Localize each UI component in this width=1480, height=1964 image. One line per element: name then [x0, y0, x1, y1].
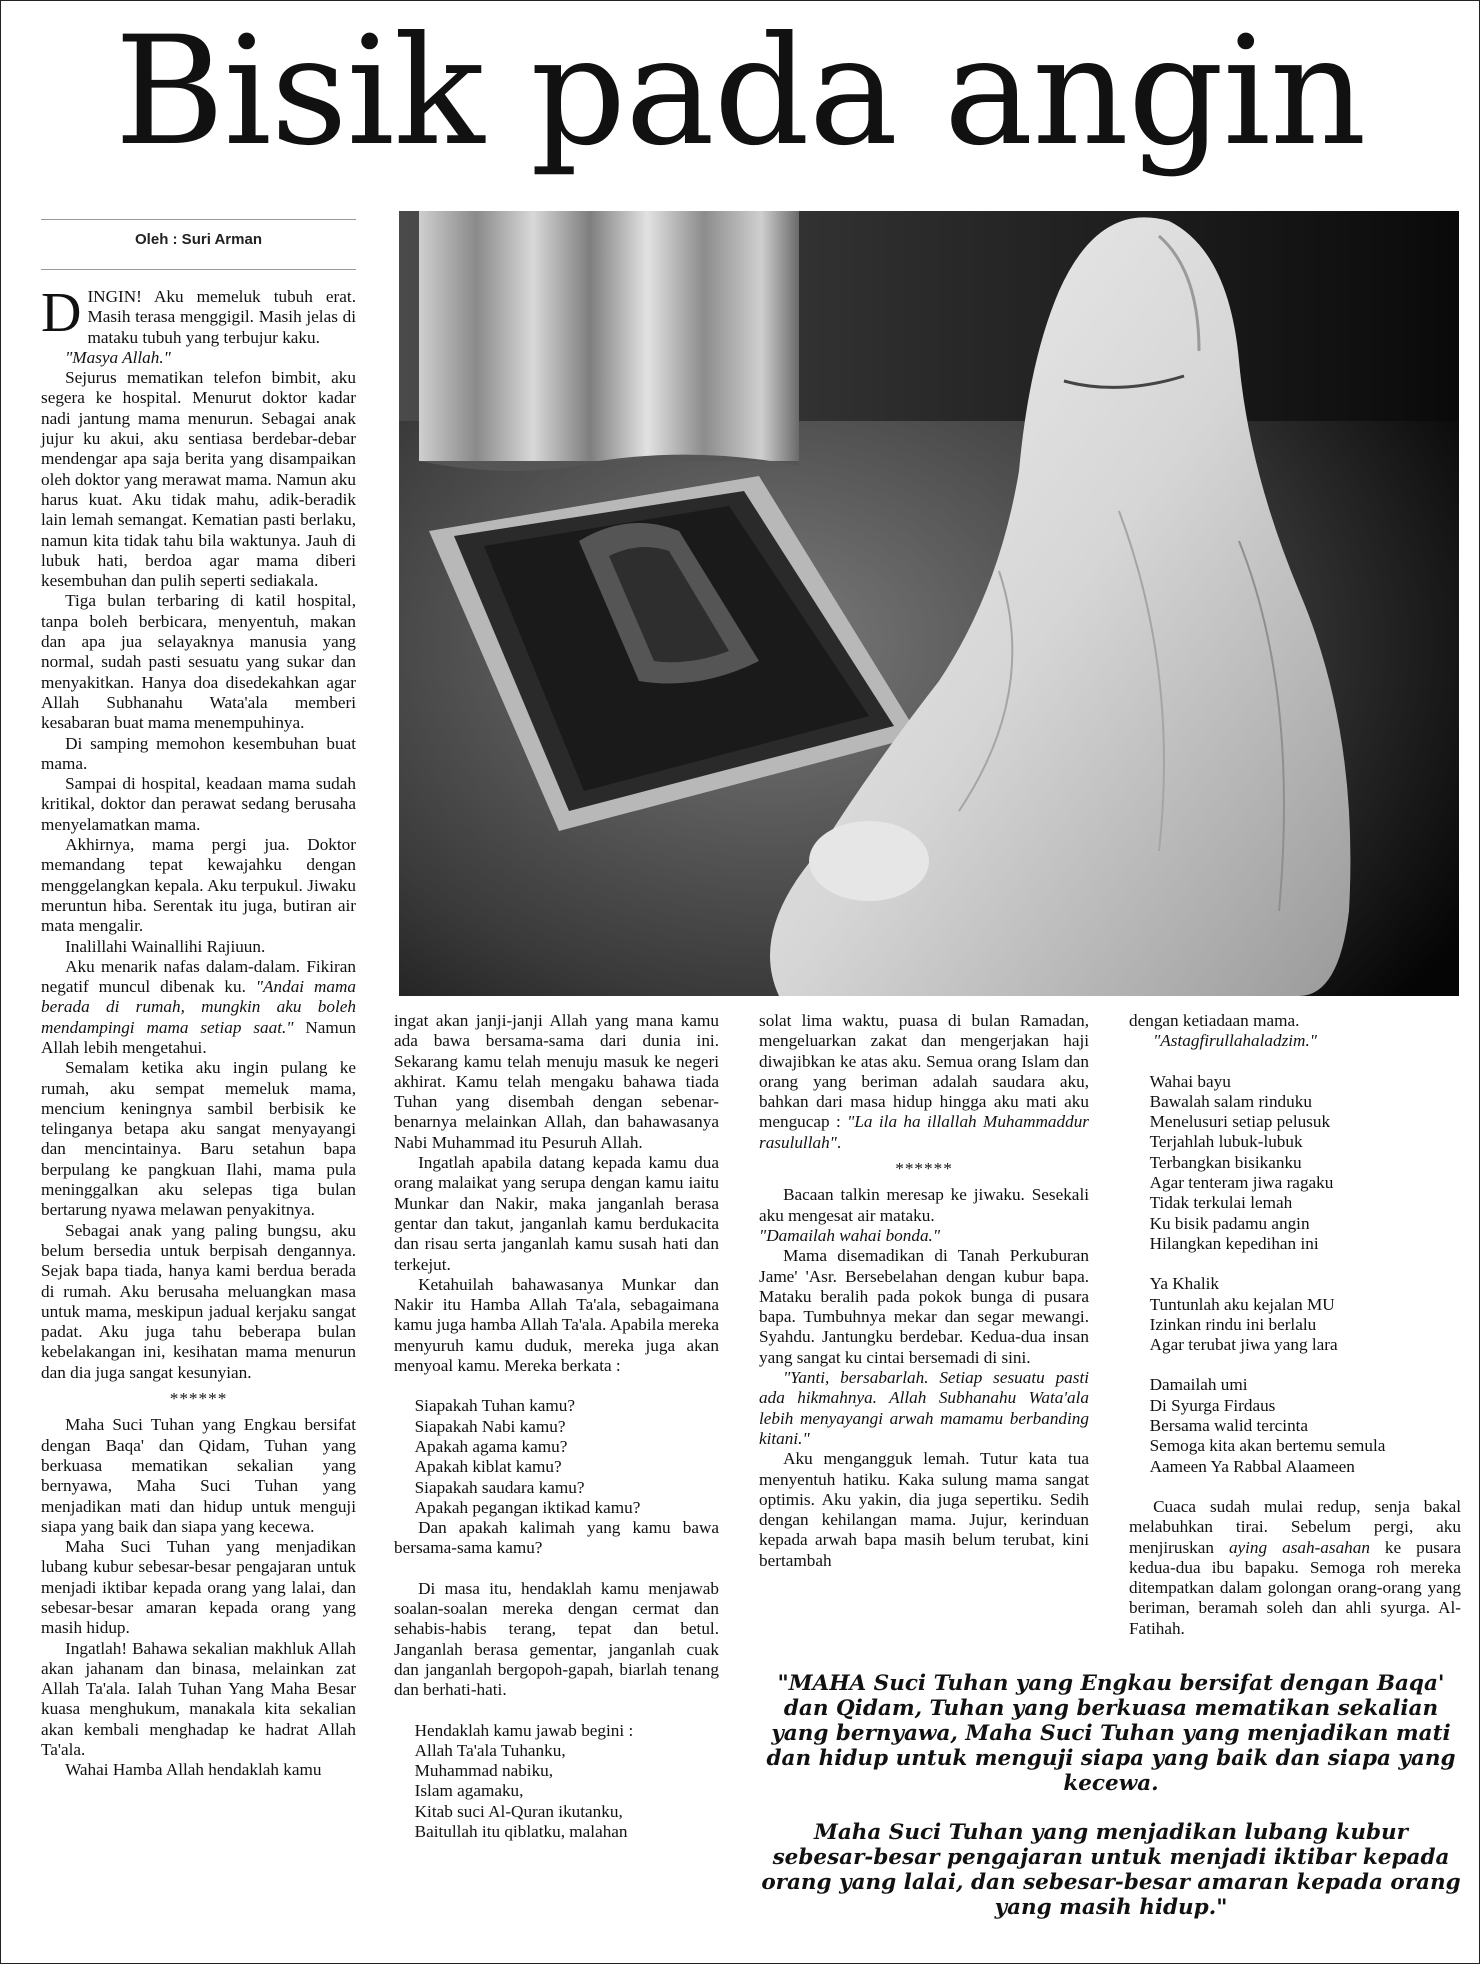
poem-line: Tidak terkulai lemah — [1149, 1193, 1293, 1213]
byline: Oleh : Suri Arman — [135, 231, 262, 248]
paragraph: Ingatlah! Bahawa sekalian makhluk Allah akan jahanam dan binasa, melainkan zat Allah Ta'ala. Ialah Tuhan Yang Maha Besar kuasa menghukum, manakala kita sekalian akan kembali menghadap ke hadrat Allah Ta'ala. — [41, 1638, 356, 1760]
pull-quote — [761, 1671, 1461, 1944]
spacer — [1129, 1355, 1461, 1375]
italic-text: "La ila ha illallah Muhammaddur rasulullah" — [759, 1112, 1089, 1152]
byline-rule-bottom — [41, 269, 356, 270]
paragraph: "Yanti, bersabarlah. Setiap sesuatu pasti ada hikmahnya. Allah Subhanahu Wata'ala lebih menyayangi arwah mamamu berbanding kitani." — [759, 1368, 1089, 1448]
poem-line: Bawalah salam rinduku — [1149, 1091, 1312, 1111]
text: INGIN! Aku memeluk tubuh erat. Masih terasa menggigil. Masih jelas di mataku tubuh yang terbujur kaku. — [87, 287, 356, 347]
praying-woman-photo — [399, 211, 1459, 996]
spacer — [1129, 1254, 1461, 1274]
pull-quote-paragraph: "MAHA Suci Tuhan yang Engkau bersifat dengan Baqa' dan Qidam, Tuhan yang berkuasa mematikan sekalian yang bernyawa, Maha Suci Tuhan yang menjadikan mati dan hidup untuk menguji siapa yang baik dan siapa yang kecewa. — [766, 1671, 1456, 1796]
paragraph: Semalam ketika aku ingin pulang ke rumah, aku sempat memeluk mama, mencium keningnya sambil berbisik ke telinganya betapa aku sangat menyayangi dan mencintainya. Baru setahun bapa berpulang ke pangkuan Ilahi, mama pula meninggalkan aku selepas tiga bulan bertarung nyawa melawan penyakitnya. — [41, 1058, 356, 1220]
poem-line: Terjahlah lubuk-lubuk — [1149, 1132, 1303, 1152]
byline-rule-top — [41, 219, 356, 220]
article-column-1 — [41, 282, 356, 1781]
paragraph: Ingatlah apabila datang kepada kamu dua orang malaikat yang serupa dengan kamu iaitu Munkar dan Nakir, maka janganlah berasa gentar dan takut, janganlah kamu berdukacita dan risau serta janganlah kamu susah hati dan terkejut. — [394, 1153, 719, 1274]
paragraph — [41, 282, 356, 348]
poem-line: Di Syurga Firdaus — [1149, 1395, 1276, 1415]
paragraph: Aku mengangguk lemah. Tutur kata tua menyentuh hatiku. Kaka sulung mama sangat optimis. Aku yakin, dia juga sepertiku. Sedih dengan kehilangan mama. Jujur, kerinduan kepada arwah bapa masih belum terubat, kini bertambah — [759, 1449, 1089, 1570]
poem-stanza-1 — [1129, 1072, 1461, 1255]
poem-stanza-2 — [1129, 1274, 1461, 1355]
text: ke pusara kedua-dua ibu bapaku. Semoga roh mereka ditempatkan dalam golongan orang-orang yang beriman, beramah soleh dan ahli syurga. Al-Fatihah. — [1129, 1537, 1461, 1638]
section-separator: ****** — [169, 1389, 228, 1409]
paragraph: Akhirnya, mama pergi jua. Doktor memandang tepat kewajahku dengan menggelangkan kepala. Aku terpukul. Jiwaku meruntun hiba. Serentak itu juga, butiran air mata mengalir. — [41, 835, 356, 936]
poem-line: Menelusuri setiap pelusuk — [1149, 1112, 1331, 1132]
spacer — [394, 1701, 719, 1721]
paragraph: dengan ketiadaan mama. — [1129, 1011, 1300, 1030]
paragraph: Wahai Hamba Allah hendaklah kamu — [65, 1760, 322, 1780]
paragraph: Maha Suci Tuhan yang menjadikan lubang kubur sebesar-besar pengajaran untuk menjadi iktibar kepada orang yang lalai, dan sebesar-besar amaran kepada orang yang masih hidup. — [41, 1537, 356, 1638]
text: Namun Allah lebih mengetahui. — [41, 1017, 356, 1057]
answer-line: Baitullah itu qiblatku, malahan — [414, 1821, 628, 1841]
poem-line: Ya Khalik — [1149, 1274, 1220, 1294]
paragraph: "Astagfirullahaladzim." — [1153, 1031, 1317, 1051]
spacer — [394, 1559, 719, 1579]
spacer — [394, 1376, 719, 1396]
poem-line: Semoga kita akan bertemu semula — [1149, 1436, 1386, 1456]
paragraph — [41, 957, 356, 1058]
poem-line: Bersama walid tercinta — [1149, 1416, 1309, 1436]
text: solat lima waktu, puasa di bulan Ramadan, mengeluarkan zakat dan mengerjakan haji diwajibkan ke atas aku. Semua orang Islam dan orang yang beriman adalah saudara aku, bahkan dari masa hidup hingga aku mati aku mengucap : — [759, 1011, 1089, 1132]
text: Cuaca sudah mulai redup, senja bakal melabuhkan tirai. Sebelum pergi, aku menjiruskan — [1129, 1496, 1461, 1557]
paragraph: Mama disemadikan di Tanah Perkuburan Jame' 'Asr. Bersebelahan dengan kubur bapa. Mataku beralih pada pokok bunga di pusara bapa. Tumbuhnya mekar dan segar mewangi. Syahdu. Jantungku berdebar. Kedua-dua insan yang sangat ku cintai bersemadi di sini. — [759, 1246, 1089, 1367]
question-line: Apakah kiblat kamu? — [414, 1457, 562, 1477]
paragraph: Di samping memohon kesembuhan buat mama. — [41, 733, 356, 773]
question-line: Apakah agama kamu? — [414, 1436, 568, 1456]
question-line: Apakah pegangan iktikad kamu? — [414, 1497, 641, 1517]
paragraph: Ketahuilah bahawasanya Munkar dan Nakir itu Hamba Allah Ta'ala, sebagaimana kamu juga hamba Allah Ta'ala. Apabila mereka menyuruh kamu duduk, mereka juga akan menyoal kamu. Mereka berkata : — [394, 1274, 719, 1376]
drop-cap: D — [41, 282, 82, 344]
poem-line: Izinkan rindu ini berlalu — [1149, 1314, 1317, 1334]
paragraph: Tiga bulan terbaring di katil hospital, tanpa boleh berbicara, menyentuh, makan dan apa jua selayaknya manusia yang normal, sudah pasti sesuatu yang sukar dan menyakitkan. Hanya doa disedekahkan agar Allah Subhanahu Wata'ala memberi kesabaran buat mama menempuhinya. — [41, 591, 356, 733]
article-column-4 — [1129, 1011, 1461, 1639]
answer-line: Muhammad nabiku, — [414, 1761, 554, 1781]
paragraph: "Damailah wahai bonda." — [759, 1225, 941, 1245]
answer-line: Hendaklah kamu jawab begini : — [414, 1720, 634, 1740]
poem-stanza-3 — [1129, 1375, 1461, 1476]
poem-line: Agar tenteram jiwa ragaku — [1149, 1173, 1334, 1193]
poem-line: Terbangkan bisikanku — [1149, 1152, 1302, 1172]
paragraph: Inalillahi Wainallihi Rajiuun. — [65, 936, 266, 956]
paragraph: Maha Suci Tuhan yang Engkau bersifat dengan Baqa' dan Qidam, Tuhan yang berkuasa mematikan sekalian yang bernyawa, Maha Suci Tuhan yang menjadikan mati dan hidup untuk menguji siapa yang baik dan siapa yang kecewa. — [41, 1415, 356, 1536]
question-line: Siapakah Nabi kamu? — [414, 1416, 566, 1436]
italic-text: aying asah-asahan — [1228, 1537, 1370, 1557]
question-line: Siapakah saudara kamu? — [414, 1477, 585, 1497]
paragraph — [759, 1011, 1089, 1153]
paragraph: Dan apakah kalimah yang kamu bawa bersama-sama kamu? — [394, 1518, 719, 1558]
spacer — [1129, 1052, 1461, 1072]
paragraph — [1129, 1497, 1461, 1639]
poem-line: Wahai bayu — [1149, 1071, 1231, 1091]
section-separator: ****** — [895, 1159, 953, 1179]
answer-line: Allah Ta'ala Tuhanku, — [414, 1740, 566, 1760]
answer-line: Islam agamaku, — [414, 1781, 524, 1801]
poem-line: Agar terubat jiwa yang lara — [1149, 1335, 1338, 1355]
paragraph: ingat akan janji-janji Allah yang mana kamu ada bawa bersama-sama dari dunia ini. Sekarang kamu telah menuju masuk ke negeri akhirat. Kamu telah mengaku bahawa tiada Tuhan yang disembah dengan sebenar-benarnya melainkan Allah, dan bahawasanya Nabi Muhammad itu Pesuruh Allah. — [394, 1011, 719, 1152]
headline: Bisik pada angin — [114, 5, 1366, 179]
paragraph: Sampai di hospital, keadaan mama sudah kritikal, doktor dan perawat sedang berusaha menyelamatkan mama. — [41, 774, 356, 834]
poem-line: Ku bisik padamu angin — [1149, 1213, 1310, 1233]
paragraph: Di masa itu, hendaklah kamu menjawab soalan-soalan mereka dengan cermat dan sehabis-habis terang, tepat dan betul. Janganlah berasa gementar, janganlah cuak dan janganlah bergopoh-gapah, biarlah tenang dan berhati-hati. — [394, 1578, 719, 1700]
italic-text: "Andai mama berada di rumah, mungkin aku boleh mendampingi mama setiap saat." — [41, 977, 356, 1037]
text: . — [836, 1132, 842, 1152]
paragraph: Sebagai anak yang paling bungsu, aku belum bersedia untuk berpisah dengannya. Sejak bapa tiada, hanya kami berdua berada di rumah. Aku berusaha meluangkan masa untuk mama, meskipun jadual kerjaku sangat padat. Aku juga tahu beberapa bulan kebelakangan ini, kesihatan mama menurun dan dia juga sangat kesunyian. — [41, 1220, 356, 1382]
text: Aku menarik nafas dalam-dalam. Fikiran negatif muncul dibenak ku. — [41, 956, 356, 997]
article-column-3 — [759, 1011, 1089, 1571]
spacer — [1129, 1477, 1461, 1497]
paragraph: Sejurus mematikan telefon bimbit, aku segera ke hospital. Menurut doktor kadar nadi jantung mama menurun. Sebagai anak jujur ku akui, aku sentiasa berdebar-debar mendengar apa saja berita yang disampaikan oleh doktor yang merawat mama. Namun aku harus kuat. Aku tidak mahu, adik-beradik lain lemah semangat. Kematian pasti berlaku, namun kita tidak tahu bila waktunya. Jauh di lubuk hati, berdoa agar mama diberi kesembuhan dan pulih seperti sediakala. — [41, 368, 356, 591]
paragraph: Bacaan talkin meresap ke jiwaku. Sesekali aku mengesat air mataku. — [759, 1185, 1089, 1225]
article-photo — [399, 211, 1459, 996]
poem-line: Hilangkan kepedihan ini — [1149, 1233, 1319, 1253]
answer-line: Kitab suci Al-Quran ikutanku, — [414, 1801, 623, 1821]
poem-line: Tuntunlah aku kejalan MU — [1149, 1294, 1335, 1314]
paragraph: "Masya Allah." — [65, 347, 171, 367]
question-line: Siapakah Tuhan kamu? — [414, 1396, 576, 1416]
pull-quote-paragraph: Maha Suci Tuhan yang menjadikan lubang kubur sebesar-besar pengajaran untuk menjadi iktibar kepada orang yang lalai, dan sebesar-besar amaran kepada orang yang masih hidup." — [761, 1820, 1461, 1920]
poem-line: Aameen Ya Rabbal Alaameen — [1149, 1456, 1355, 1476]
poem-line: Damailah umi — [1149, 1375, 1248, 1395]
article-column-2 — [394, 1011, 719, 1842]
